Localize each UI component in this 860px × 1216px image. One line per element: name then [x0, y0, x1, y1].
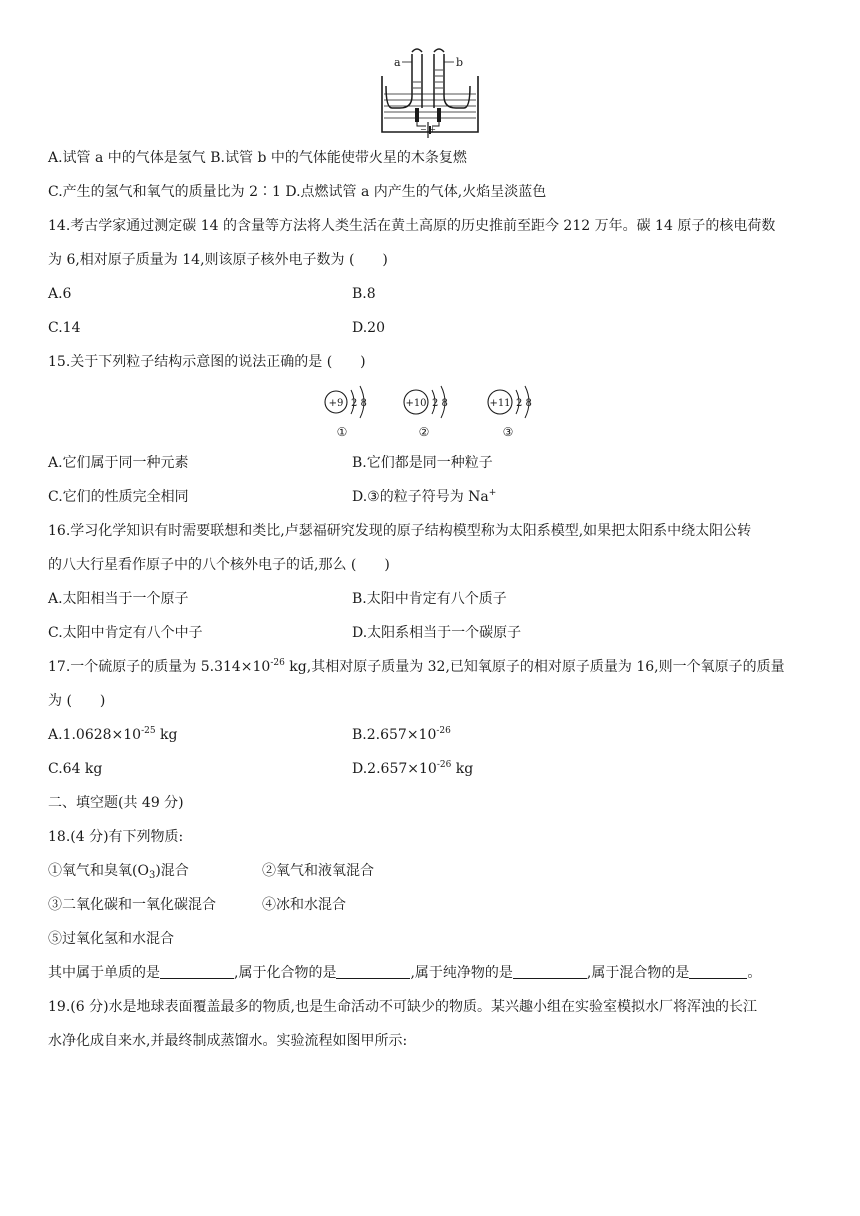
- q14-stem-line1: 14.考古学家通过测定碳 14 的含量等方法将人类生活在黄土高原的历史推前至距今 212 万年。碳 14 原子的核电荷数: [48, 218, 776, 234]
- q17-stem-line1: 17.一个硫原子的质量为 $5.314\times 10^{-26}$ kg,其相对原子质量为 32,已知氧原子的相对原子质量为 16,则一个氧原子的质量: [48, 658, 785, 675]
- q15-option-c: C.它们的性质完全相同: [48, 489, 189, 505]
- q18-item-1: ①氧气和臭氧$(O_3)$混合: [48, 863, 189, 881]
- q13-options-ab: A.试管 a 中的气体是氢气 B.试管 b 中的气体能使带火星的木条复燃: [48, 150, 467, 166]
- q18-blank-element[interactable]: [160, 964, 234, 979]
- q18-question: 其中属于单质的是 ,属于化合物的是 ,属于纯净物的是 ,属于混合物的是 。: [48, 965, 762, 981]
- q19-stem-line2: 水净化成自来水,并最终制成蒸馏水。实验流程如图甲所示:: [48, 1033, 408, 1049]
- q18-item-3: ③二氧化碳和一氧化碳混合: [48, 897, 216, 913]
- q15-stem: 15.关于下列粒子结构示意图的说法正确的是 ( ): [48, 354, 366, 370]
- q13-options-cd: C.产生的氢气和氧气的质量比为 2∶1 D.点燃试管 a 内产生的气体,火焰呈淡蓝色: [48, 184, 547, 200]
- q19-stem-line1: 19.(6 分)水是地球表面覆盖最多的物质,也是生命活动不可缺少的物质。某兴趣小组在实验室模拟水厂将浑浊的长江: [48, 999, 757, 1015]
- q17-stem-line2: 为 ( ): [48, 693, 106, 709]
- q16-stem-line2: 的八大行星看作原子中的八个核外电子的话,那么 ( ): [48, 557, 390, 573]
- svg-text:+10: +10: [405, 398, 427, 409]
- q15-option-a: A.它们属于同一种元素: [48, 455, 189, 471]
- water-trough: [382, 76, 478, 132]
- electrolysis-apparatus-figure: [372, 46, 488, 138]
- q14-option-b: B.8: [352, 286, 376, 302]
- particle-structure-diagrams: [318, 378, 548, 444]
- svg-text:2 8: 2 8: [516, 398, 532, 409]
- svg-text:②: ②: [418, 425, 430, 439]
- q18-item-2: ②氧气和液氧混合: [262, 863, 374, 879]
- svg-text:2 8: 2 8: [432, 398, 448, 409]
- q18-blank-mixture[interactable]: [689, 964, 747, 979]
- q14-stem-line2: 为 6,相对原子质量为 14,则该原子核外电子数为 ( ): [48, 252, 388, 268]
- particle-diagram-3: [488, 386, 532, 439]
- q18-blank-pure[interactable]: [513, 964, 587, 979]
- q17-option-b: $B.2.657\times 10^{-26}$: [352, 726, 451, 743]
- q16-option-a: A.太阳相当于一个原子: [48, 591, 189, 607]
- q18-blank-compound[interactable]: [336, 964, 410, 979]
- q18-item-5: ⑤过氧化氢和水混合: [48, 931, 174, 947]
- q15-option-d: D.③的粒子符号为 Na+: [352, 488, 497, 505]
- battery-terminals-label: − +: [420, 125, 436, 134]
- svg-text:2 8: 2 8: [351, 398, 367, 409]
- q18-stem: 18.(4 分)有下列物质:: [48, 829, 184, 845]
- q16-option-d: D.太阳系相当于一个碳原子: [352, 625, 522, 641]
- q16-option-c: C.太阳中肯定有八个中子: [48, 625, 203, 641]
- svg-text:+11: +11: [489, 398, 511, 409]
- particle-diagram-1: [325, 386, 367, 439]
- svg-text:③: ③: [502, 425, 514, 439]
- q17-option-a: $A.1.0628\times 10^{-25}$ kg: [48, 726, 178, 743]
- q16-stem-line1: 16.学习化学知识有时需要联想和类比,卢瑟福研究发现的原子结构模型称为太阳系模型,如果把太阳系中绕太阳公转: [48, 523, 752, 539]
- particle-diagram-2: [404, 386, 448, 439]
- q16-option-b: B.太阳中肯定有八个质子: [352, 591, 507, 607]
- q14-option-a: A.6: [48, 286, 72, 302]
- tube-a-label: a: [394, 56, 401, 69]
- svg-text:①: ①: [336, 425, 348, 439]
- q17-option-c: C.64 kg: [48, 761, 103, 777]
- q18-item-4: ④冰和水混合: [262, 897, 346, 913]
- q15-option-b: B.它们都是同一种粒子: [352, 455, 493, 471]
- section-heading-fill-in: 二、填空题(共 49 分): [48, 795, 184, 811]
- q14-option-c: C.14: [48, 320, 81, 336]
- q14-option-d: D.20: [352, 320, 385, 336]
- tube-b-label: b: [456, 56, 464, 69]
- q17-option-d: $D.2.657\times 10^{-26}$ kg: [352, 760, 474, 777]
- svg-text:+9: +9: [328, 398, 344, 409]
